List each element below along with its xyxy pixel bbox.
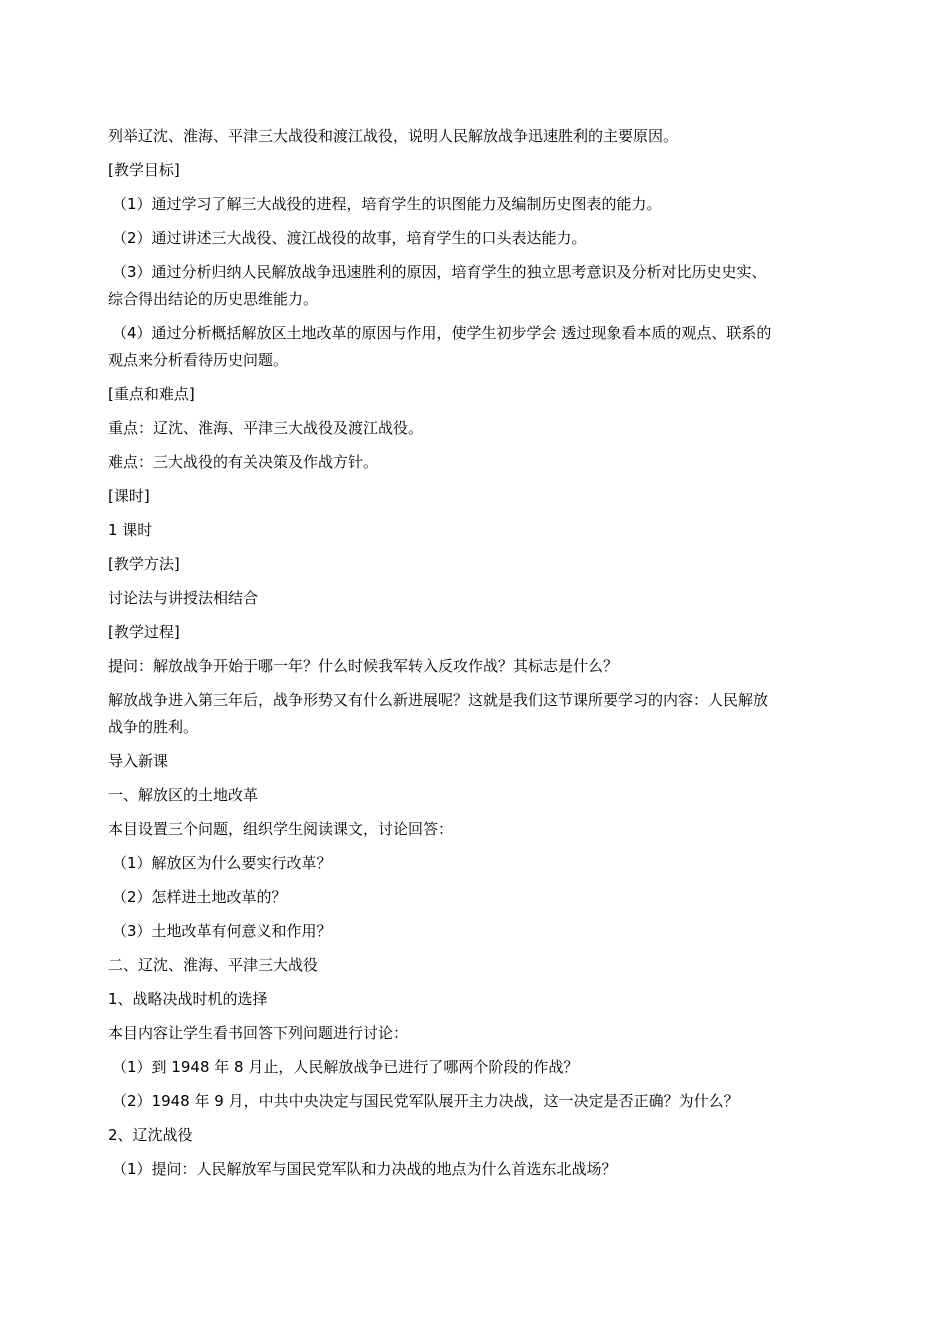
subsection-1-intro: 本目内容让学生看书回答下列问题进行讨论： — [108, 1024, 409, 1042]
new-lesson-heading: 导入新课 — [108, 752, 169, 770]
subsection-1-heading: 1、战略决战时机的选择 — [108, 990, 268, 1008]
part-two-heading: 二、辽沈、淮海、平津三大战役 — [108, 956, 319, 974]
goal-item-3-continued: 综合得出结论的历史思维能力。 — [108, 290, 319, 308]
part-one-heading: 一、解放区的土地改革 — [108, 786, 259, 804]
subsection-2-question-1: （1）提问：人民解放军与国民党军队和力决战的地点为什么首选东北战场？ — [112, 1160, 617, 1178]
lead-in-paragraph: 解放战争进入第三年后，战争形势又有什么新进展呢？这就是我们这节课所要学习的内容：人民解放 — [108, 691, 769, 709]
objective-summary: 列举辽沈、淮海、平津三大战役和渡江战役，说明人民解放战争迅速胜利的主要原因。 — [108, 127, 679, 145]
teaching-method: 讨论法与讲授法相结合 — [108, 589, 259, 607]
lead-in-paragraph-continued: 战争的胜利。 — [108, 718, 199, 736]
goal-item-3: （3）通过分析归纳人民解放战争迅速胜利的原因，培育学生的独立思考意识及分析对比历史史实、 — [112, 263, 767, 281]
section-heading-process: [教学过程] — [108, 623, 180, 641]
section-heading-methods: [教学方法] — [108, 555, 180, 573]
part-one-intro: 本目设置三个问题，组织学生阅读课文，讨论回答： — [108, 820, 454, 838]
section-heading-teaching-goals: [教学目标] — [108, 161, 180, 179]
section-heading-periods: [课时] — [108, 487, 150, 505]
subsection-2-heading: 2、辽沈战役 — [108, 1126, 193, 1144]
part-one-question-2: （2）怎样进土地改革的？ — [112, 888, 287, 906]
subsection-1-question-2: （2）1948 年 9 月，中共中央决定与国民党军队展开主力决战，这一决定是否正确？为什么？ — [112, 1092, 739, 1110]
part-one-question-3: （3）土地改革有何意义和作用？ — [112, 922, 332, 940]
goal-item-4: （4）通过分析概括解放区土地改革的原因与作用，使学生初步学会 透过现象看本质的观点、联系的 — [112, 324, 772, 342]
key-point: 重点：辽沈、淮海、平津三大战役及渡江战役。 — [108, 419, 424, 437]
goal-item-4-continued: 观点来分析看待历史问题。 — [108, 351, 289, 369]
goal-item-2: （2）通过讲述三大战役、渡江战役的故事，培育学生的口头表达能力。 — [112, 229, 587, 247]
period-count: 1 课时 — [108, 521, 153, 539]
opening-question: 提问：解放战争开始于哪一年？什么时候我军转入反攻作战？其标志是什么？ — [108, 657, 619, 675]
document-body — [108, 127, 848, 1194]
difficult-point: 难点：三大战役的有关决策及作战方针。 — [108, 453, 379, 471]
part-one-question-1: （1）解放区为什么要实行改革？ — [112, 854, 332, 872]
subsection-1-question-1: （1）到 1948 年 8 月止，人民解放战争已进行了哪两个阶段的作战？ — [112, 1058, 579, 1076]
section-heading-key-points: [重点和难点] — [108, 385, 195, 403]
goal-item-1: （1）通过学习了解三大战役的进程，培育学生的识图能力及编制历史图表的能力。 — [112, 195, 662, 213]
